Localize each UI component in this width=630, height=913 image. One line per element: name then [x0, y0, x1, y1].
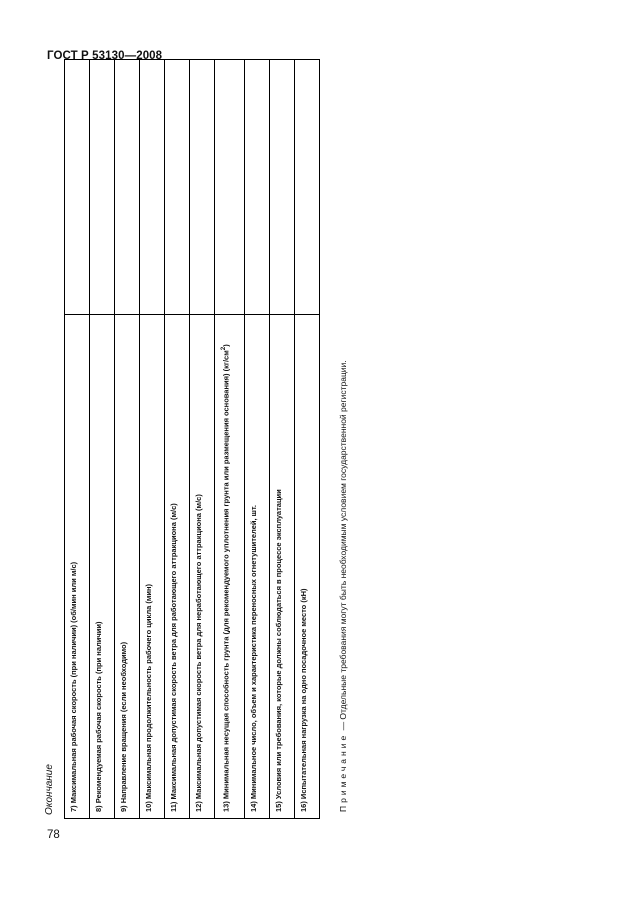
table-row [115, 60, 140, 819]
row-number: 11) [169, 801, 179, 812]
requirement-cell [65, 315, 90, 819]
value-cell [269, 60, 294, 315]
value-cell [115, 60, 140, 315]
requirement-text: Максимальная допустимая скорость ветра для неработающего аттракциона (м/с) [194, 494, 204, 800]
requirement-text: Рекомендуемая рабочая скорость (при наличии) [94, 621, 104, 804]
requirement-text: Испытательная нагрузка на одно посадочное место (кН) [298, 588, 308, 800]
row-number: 9) [119, 805, 129, 812]
superscript: 2 [220, 346, 228, 351]
table-row [269, 60, 294, 819]
requirement-text: Минимальное число, объем и характеристика переносных огнетушителей, шт. [248, 504, 258, 800]
requirement-cell [90, 315, 115, 819]
requirement-text: Условия или требования, которые должны соблюдаться в процессе эксплуатации [273, 489, 283, 800]
requirement-cell [190, 315, 215, 819]
value-cell [244, 60, 269, 315]
requirement-cell [165, 315, 190, 819]
requirement-cell [294, 315, 319, 819]
table-row [140, 60, 165, 819]
table-row [215, 60, 244, 819]
value-cell [65, 60, 90, 315]
requirements-table [64, 84, 320, 819]
row-number: 14) [248, 801, 258, 812]
table-note [338, 360, 348, 812]
page-number: 78 [47, 829, 60, 841]
requirement-text: Максимальная продолжительность рабочего цикла (мин) [144, 583, 154, 800]
row-number: 12) [194, 801, 204, 812]
row-number: 10) [144, 801, 154, 812]
requirement-text: Минимальная несущая способность грунта (для рекомендуемого уплотнения грунта или размещения основания) (кг/см [221, 350, 231, 800]
table-row [90, 60, 115, 819]
value-cell [294, 60, 319, 315]
value-cell [190, 60, 215, 315]
value-cell [215, 60, 244, 315]
requirement-cell [215, 315, 244, 819]
document-header: ГОСТ Р 53130—2008 [47, 50, 163, 62]
requirement-text: Максимальная допустимая скорость ветра для работающего аттракциона (м/с) [169, 503, 179, 800]
requirement-text: Направление вращения (если необходимо) [119, 641, 129, 804]
note-text: — Отдельные требования могут быть необходимым условием государственной регистрации. [338, 360, 348, 733]
value-cell [165, 60, 190, 315]
table-row [65, 60, 90, 819]
requirement-cell [115, 315, 140, 819]
row-number: 13) [221, 801, 231, 812]
row-number: 16) [298, 801, 308, 812]
continuation-label: Окончание [44, 764, 55, 815]
row-number: 15) [273, 801, 283, 812]
table-row [244, 60, 269, 819]
table-row [190, 60, 215, 819]
requirement-text: Максимальная рабочая скорость (при наличии) (об/мин или м/с) [69, 561, 78, 804]
requirement-cell [140, 315, 165, 819]
row-number: 7) [69, 805, 78, 812]
row-number: 8) [94, 805, 104, 812]
value-cell [90, 60, 115, 315]
table-row [294, 60, 319, 819]
requirement-cell [244, 315, 269, 819]
table-row [165, 60, 190, 819]
note-label: Примечание [338, 732, 348, 812]
requirement-text-end: ) [221, 344, 231, 347]
value-cell [140, 60, 165, 315]
requirement-cell [269, 315, 294, 819]
